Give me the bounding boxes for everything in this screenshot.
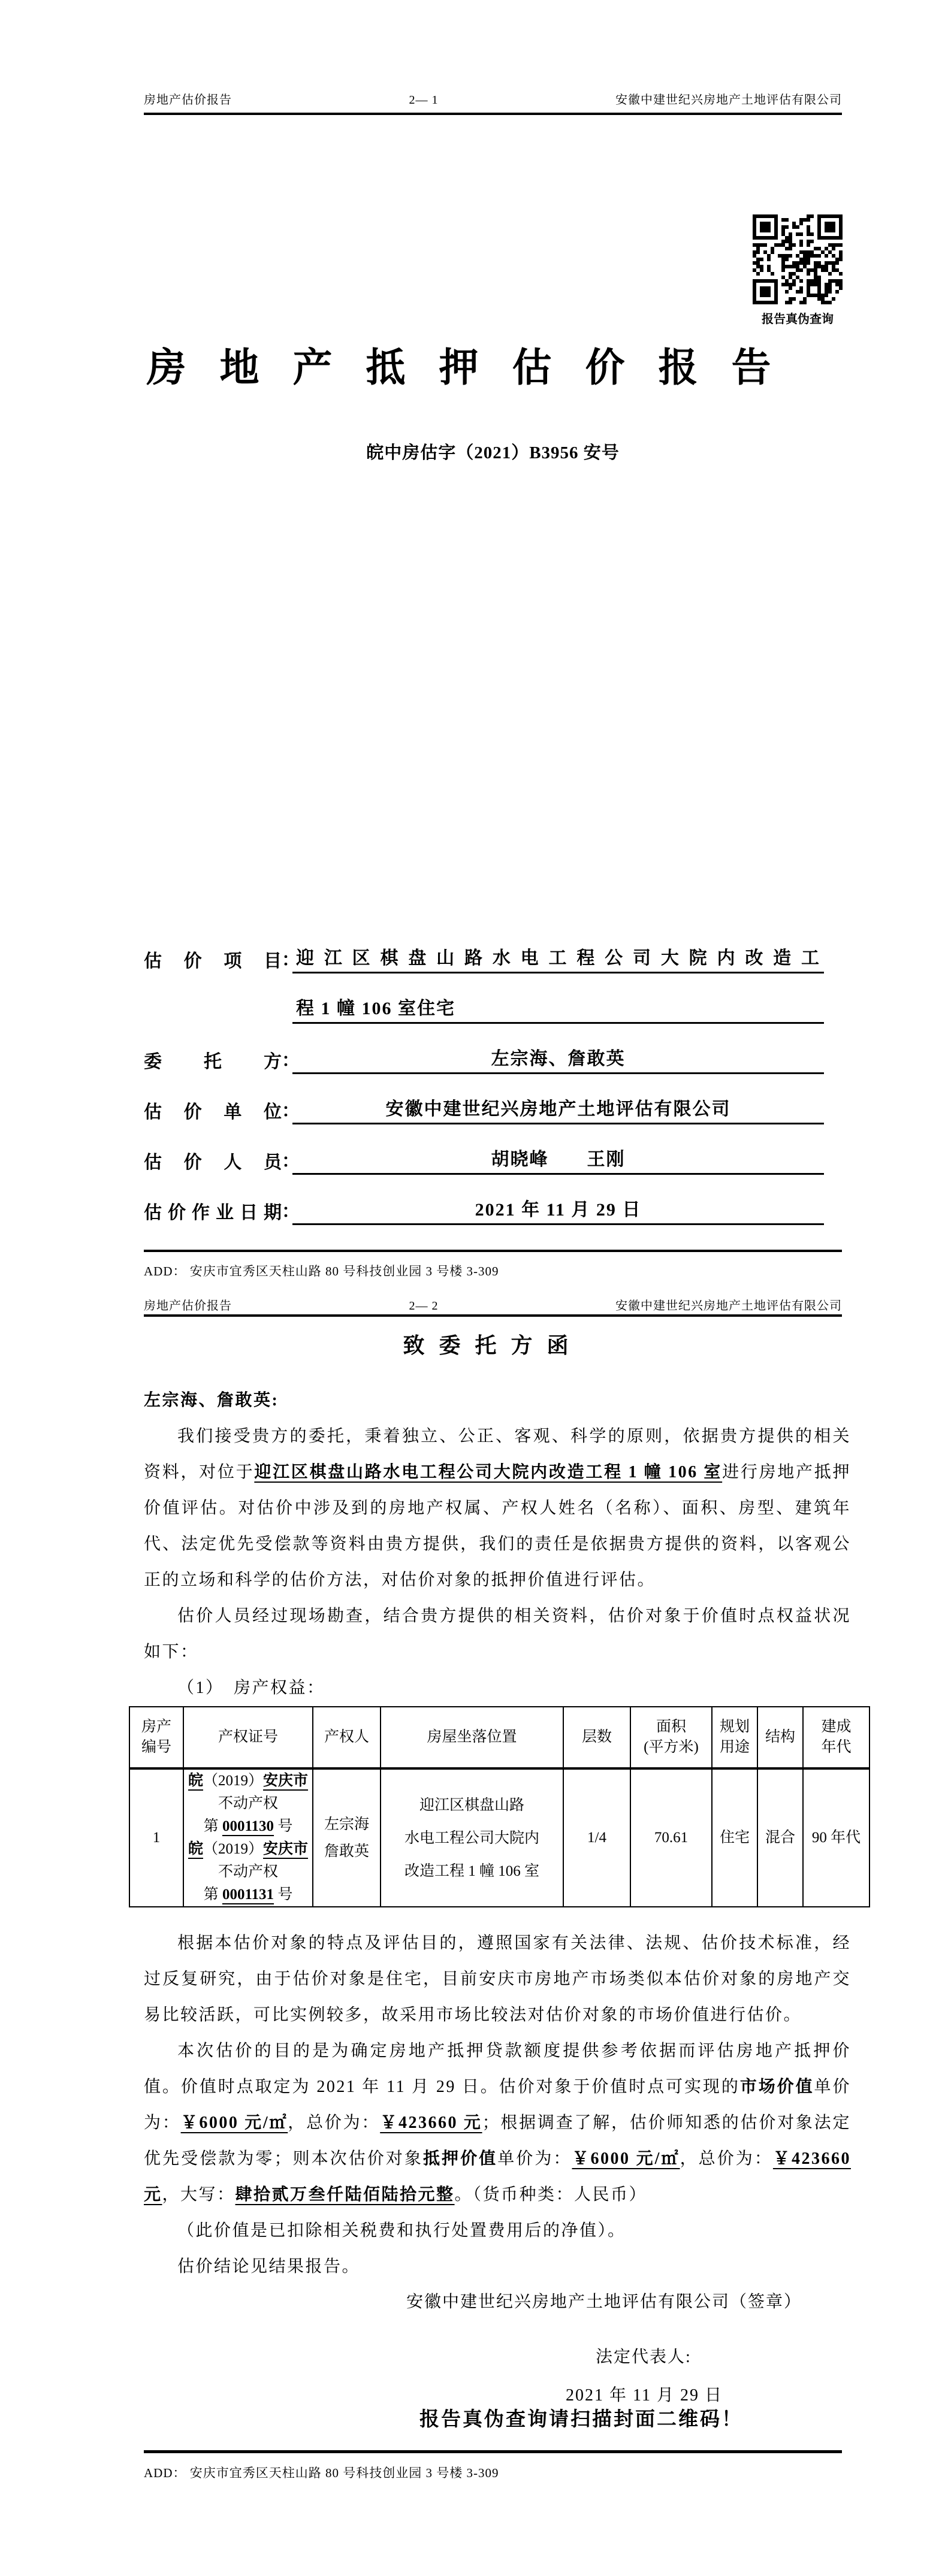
page2-header-company: 安徽中建世纪兴房地产土地评估有限公司	[615, 1299, 842, 1313]
col-header-owner: 产权人	[313, 1707, 381, 1768]
field-client-label: 委托方 ：	[144, 1051, 300, 1072]
letter-paragraph-2b: （1） 房产权益：	[177, 1679, 325, 1697]
field-project-line2	[144, 973, 824, 1024]
report-title: 房地产抵押估价报告	[146, 346, 805, 390]
field-work-date	[144, 1175, 824, 1225]
report-verification-qr-code-icon	[752, 214, 843, 304]
letter-paragraph-3: 根据本估价对象的特点及评估目的，遵照国家有关法律、法规、估价技术标准，经过反复研究，由于估价对象是住宅，目前安庆市房地产市场类似本估价对象的房地产交易比较活跃，可比实例较多，故采用市场比较法对估价对象的市场价值进行估价。	[144, 1934, 851, 2024]
qr-scan-notice: 报告真伪查询请扫描封面二维码！	[419, 2409, 743, 2430]
qr-caption: 报告真伪查询	[762, 313, 834, 326]
cell-structure: 混合	[757, 1768, 803, 1907]
page2-header-rule	[144, 1314, 842, 1317]
table-row	[129, 1768, 870, 1907]
field-project-value-line2: 程 1 幢 106 室住宅	[292, 993, 824, 1024]
signature-date: 2021 年 11 月 29 日	[566, 2386, 723, 2405]
col-header-build-era: 建成 年代	[803, 1707, 870, 1768]
field-project-label: 估价项目 ：	[144, 950, 300, 971]
field-client	[144, 1024, 824, 1074]
table-header-row	[129, 1707, 870, 1768]
letter-paragraph-1: 我们接受贵方的委托，秉着独立、公正、客观、科学的原则，依据贵方提供的相关资料，对位于迎江区棋盘山路水电工程公司大院内改造工程 1 幢 106 室进行房地产抵押价值评估。对估价中涉及到的房地产权属、产权人姓名（名称）、面积、房型、建筑年代、法定优先受偿款等资料由贵方提供，我们的责任是依据贵方提供的资料，以客观公正的立场和科学的估价方法，对估价对象的抵押价值进行评估。	[144, 1427, 851, 1589]
col-header-area: 面积 (平方米)	[630, 1707, 712, 1768]
report-number: 皖中房估字（2021）B3956 安号	[366, 443, 620, 462]
letter-salutation: 左宗海、詹敢英:	[144, 1391, 279, 1410]
signature-company: 安徽中建世纪兴房地产土地评估有限公司（签章）	[406, 2293, 802, 2311]
letter-title: 致委托方函	[403, 1334, 583, 1357]
cell-property-no: 1	[129, 1768, 183, 1907]
signature-legal-representative: 法定代表人:	[596, 2348, 692, 2366]
letter-paragraph-6: 估价结论见结果报告。	[177, 2257, 361, 2276]
cover-form	[144, 923, 824, 1225]
property-rights-table	[129, 1706, 870, 1907]
cell-floors: 1/4	[563, 1768, 630, 1907]
page1-footer-address: ADD： 安庆市宜秀区天柱山路 80 号科技创业园 3 号楼 3-309	[144, 1264, 499, 1278]
letter-paragraph-5: （此价值是已扣除相关税费和执行处置费用后的净值）。	[177, 2221, 626, 2240]
col-header-property-no: 房产 编号	[129, 1707, 183, 1768]
page2-header-pagenum: 2— 2	[409, 1299, 439, 1313]
page1-header-pagenum: 2— 1	[409, 93, 439, 107]
page2-running-header	[144, 1296, 842, 1313]
field-appraisers	[144, 1124, 824, 1175]
field-project-line1	[144, 923, 824, 973]
page1-header-rule	[144, 113, 842, 115]
page2-footer-rule	[144, 2450, 842, 2453]
page1-header-doctype: 房地产估价报告	[144, 93, 232, 107]
field-agency	[144, 1074, 824, 1124]
page2-header-doctype: 房地产估价报告	[144, 1299, 232, 1313]
page1-header-company: 安徽中建世纪兴房地产土地评估有限公司	[615, 93, 842, 107]
field-agency-value: 安徽中建世纪兴房地产土地评估有限公司	[292, 1094, 824, 1124]
page1-footer-rule	[144, 1250, 842, 1252]
col-header-floors: 层数	[563, 1707, 630, 1768]
field-work-date-value: 2021 年 11 月 29 日	[292, 1195, 824, 1225]
cell-owner: 左宗海 詹敢英	[313, 1768, 381, 1907]
col-header-planned-use: 规划 用途	[712, 1707, 757, 1768]
page1-running-header	[144, 90, 842, 107]
cell-area: 70.61	[630, 1768, 712, 1907]
field-project-label-text: 估价项目	[144, 951, 282, 971]
page2-footer-address: ADD： 安庆市宜秀区天柱山路 80 号科技创业园 3 号楼 3-309	[144, 2466, 499, 2480]
field-appraisers-value: 胡晓峰 王刚	[292, 1144, 824, 1175]
cell-planned-use: 住宅	[712, 1768, 757, 1907]
field-work-date-label: 估价作业日期 ：	[144, 1202, 300, 1223]
field-agency-label: 估价单位 ：	[144, 1101, 300, 1122]
field-client-value: 左宗海、詹敢英	[292, 1044, 824, 1074]
letter-paragraph-4: 本次估价的目的是为确定房地产抵押贷款额度提供参考依据而评估房地产抵押价值。价值时点取定为 2021 年 11 月 29 日。估价对象于价值时点可实现的市场价值单价为：￥6000 元/㎡，总价为：￥423660 元；根据调查了解，估价师知悉的估价对象法定优先受偿款为零；则本次估价对象抵押价值单价为：￥6000 元/㎡，总价为：￥423660 元，大写：肆拾贰万叁仟陆佰陆拾元整。（货币种类：人民币）	[144, 2042, 851, 2204]
col-header-location: 房屋坐落位置	[381, 1707, 563, 1768]
col-header-cert-no: 产权证号	[183, 1707, 313, 1768]
col-header-structure: 结构	[757, 1707, 803, 1768]
cell-build-era: 90 年代	[803, 1768, 870, 1907]
field-appraisers-label: 估价人员 ：	[144, 1151, 300, 1172]
cell-cert-no: 皖（2019）安庆市 不动产权 第 0001130 号 皖（2019）安庆市 不动产权 第 0001131 号	[183, 1768, 313, 1907]
field-project-label-spacer	[144, 1021, 292, 1024]
letter-paragraph-2: 估价人员经过现场勘查，结合贵方提供的相关资料，估价对象于价值时点权益状况如下：	[144, 1607, 851, 1661]
cell-location: 迎江区棋盘山路 水电工程公司大院内 改造工程 1 幢 106 室	[381, 1768, 563, 1907]
field-project-value-line1: 迎江区棋盘山路水电工程公司大院内改造工	[292, 943, 824, 973]
letter-body	[141, 1383, 861, 2285]
